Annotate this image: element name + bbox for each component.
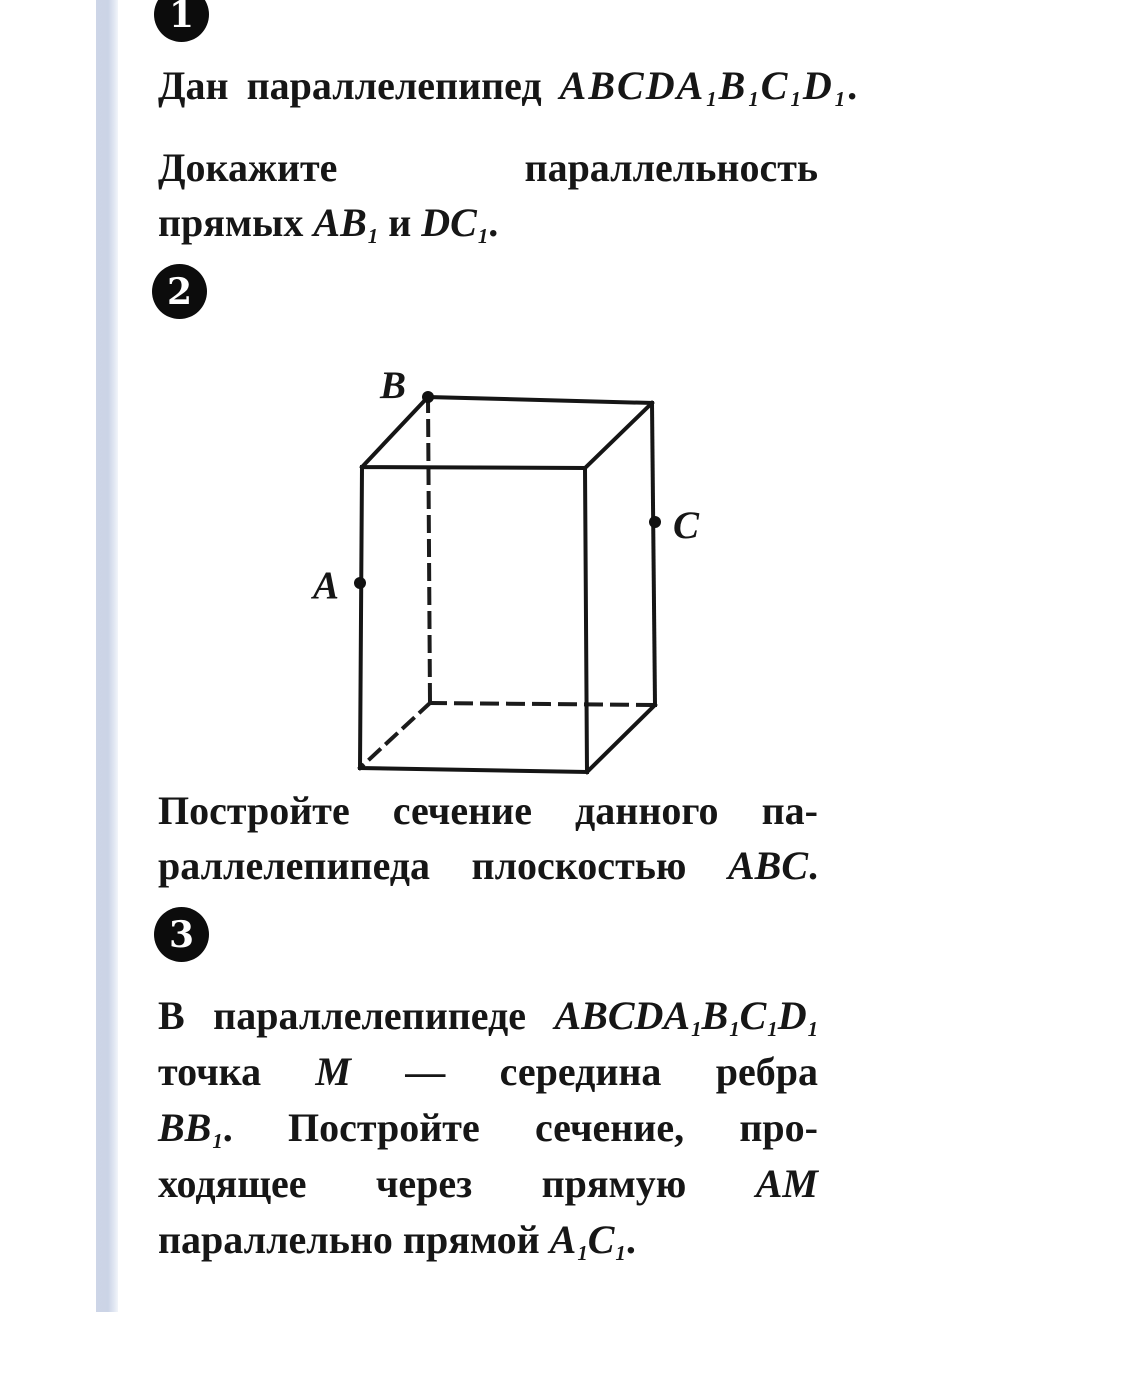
problem-2-line-1: Постройте сечение данного па-	[158, 788, 818, 833]
problem-1-line-2: Докажите параллельность	[158, 145, 818, 190]
point-a-dot	[354, 577, 366, 589]
problem-3-line-2: точка M — середина ребра	[158, 1049, 818, 1094]
point-b-dot	[422, 391, 434, 403]
top-left-edge	[362, 397, 428, 467]
problem-3-line-3: $BB_1$. Постройте сечение, про-	[158, 1105, 818, 1153]
point-c-dot	[649, 516, 661, 528]
problem-1-line-3: прямых $AB_1$ и $DC_1$.	[158, 200, 499, 248]
problem-3-line-5: параллельно прямой $A_1C_1$.	[158, 1217, 636, 1265]
hidden-back-left-edge	[428, 397, 430, 703]
problem-2-badge	[152, 264, 207, 319]
problem-3-line-1: В параллелепипеде $ABCDA_1B_1C_1D_1$	[158, 993, 818, 1041]
problem-3-line-4: ходящее через прямую AM	[158, 1161, 818, 1206]
problem-3-badge	[154, 907, 209, 962]
right-vertical-edge	[652, 403, 655, 705]
problem-1-badge	[154, 0, 209, 42]
point-b-label: B	[379, 364, 407, 407]
parallelepiped-drawing	[290, 350, 760, 800]
problem-2-line-2: раллелепипеда плоскостью ABC.	[158, 843, 818, 888]
left-margin-strip	[96, 0, 118, 1312]
problem-2-number: 2	[166, 270, 193, 313]
problem-1-number: 1	[168, 0, 195, 36]
problem-1-line-1: Дан параллелепипед $ABCDA_1B_1C_1D_1$.	[158, 63, 858, 111]
hidden-back-bottom-edge	[430, 703, 655, 705]
box-solid-edges	[360, 397, 655, 772]
parallelepiped-figure	[290, 350, 760, 800]
point-c-label: C	[672, 504, 700, 547]
front-face	[360, 467, 587, 772]
back-top-edge	[428, 397, 652, 403]
problem-3-number: 3	[168, 913, 195, 956]
bottom-right-edge	[587, 705, 655, 772]
top-right-edge	[585, 403, 652, 468]
hidden-left-bottom-edge	[360, 703, 430, 768]
marked-points	[354, 391, 661, 589]
point-a-label: A	[312, 564, 340, 607]
box-hidden-edges	[360, 397, 655, 768]
